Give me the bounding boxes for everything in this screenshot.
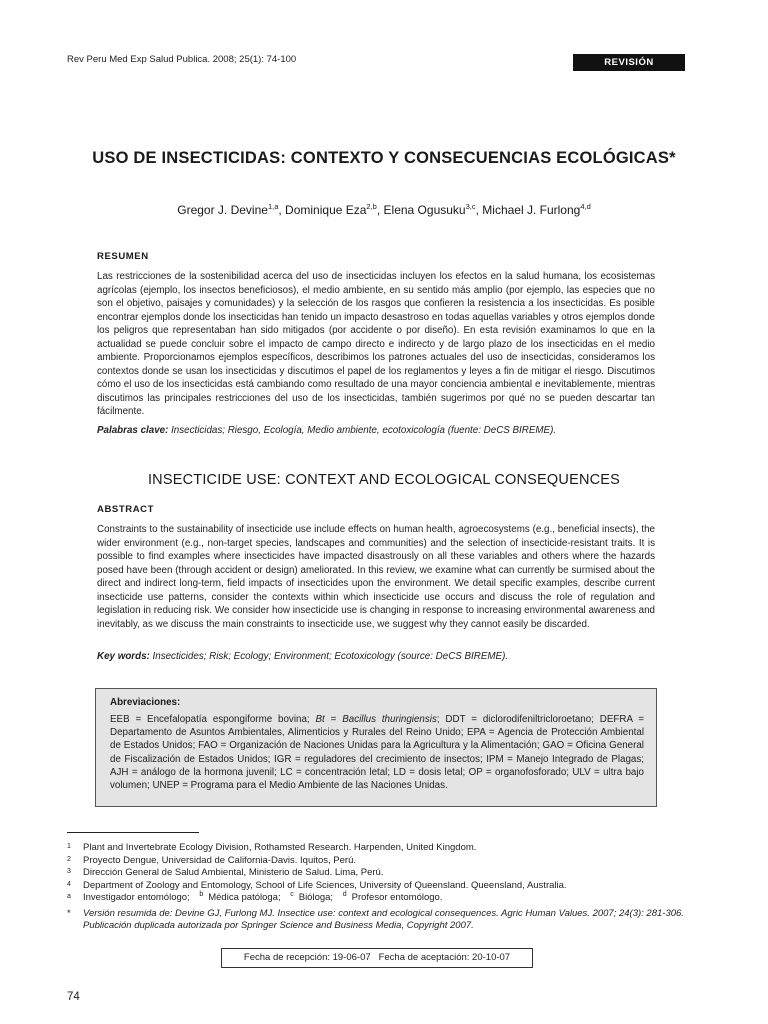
footnote-mark: 1 xyxy=(67,843,71,850)
footnote-text: Proyecto Dengue, Universidad de California-Davis. Iquitos, Perú. xyxy=(83,854,356,866)
footnote-mark: 3 xyxy=(67,868,71,875)
footnote-mark: a xyxy=(67,893,71,900)
role-mark: c xyxy=(290,891,294,898)
footnote xyxy=(67,855,697,868)
resumen-text: Las restricciones de la sostenibilidad acerca del uso de insecticidas incluyen los efectos en la salud humana, los ecosistemas agrícolas (ejemplo, los insectos beneficiosos), el medio ambiente, en su sentido más amplio (por ejemplo, las especies que no son el objetivo, paisajes y comunidades) y la selección de los rasgos que confieren la resistencia a los insecticidas. Es posible encontrar ejemplos donde los insecticidas han tenido un impacto desastroso en todas aquellas variables y otros ejemplos donde los peligros que representaban han sido mitigados (por accidente o por diseño). En esta revisión examinamos lo que en la actualidad se puede concluir sobre el impacto de campo directo e indirecto y de largo plazo de los insecticidas en el medio ambiente. Proporcionamos ejemplos específicos, describimos los patrones actuales del uso de insecticidas, consideramos los contextos donde se usan los insecticidas y discutimos el papel de los reglamentos y leyes a fin de mitigar el riesgo. Discutimos cómo el uso de los insecticidas está cambiando como resultado de una mayor conciencia ambiental e inevitablemente, mientras discutimos las principales restricciones del uso de los insecticidas, también sugerimos por qué no se pueden descartar tan fácilmente. xyxy=(97,271,655,417)
page-number: 74 xyxy=(67,991,80,1003)
abstract-text: Constraints to the sustainability of insecticide use include effects on human health, agroecosystems (e.g., beneficial insects), the wider environment (e.g., non-target species, landscapes and communities) and the selection of insecticide-resistant traits. It is possible to find examples where insecticides have impacted disastrously on all these variables and others where the hazards posed have been (through accident or design) ameliorated. In this review, we examine what can currently be surmised about the direct and indirect long-term, field impacts of insecticides upon the environment. We detail specific examples, describe current insecticide use patterns, consider the contexts within which insecticide use occurs and discuss the role of regulation and legislation in reducing risk. We consider how insecticide use is changing in response to increasing environmental awareness and inevitably, as we discuss the main constraints to insecticide use, we suggest why they cannot easily be discarded. xyxy=(97,524,655,630)
keywords-label: Palabras clave: xyxy=(97,425,169,436)
abbr-bt: Bt xyxy=(315,714,325,725)
author-name: Gregor J. Devine xyxy=(177,203,268,217)
author-affiliation-mark: 1,a xyxy=(267,202,279,211)
role-mark: d xyxy=(342,891,347,898)
abbreviations-box xyxy=(95,688,657,807)
role-text: Bióloga; xyxy=(298,892,334,903)
english-title: INSECTICIDE USE: CONTEXT AND ECOLOGICAL CONSEQUENCES xyxy=(147,472,621,488)
abbr-part: ; DDT = diclorodifeniltricloroetano; DEFRA = Departamento de Asuntos Ambientales, Alimenticios y Rurales del Reino Unido; EPA = Agencia de Protección Ambiental de Estados Unidos; FAO = Organización de Naciones Unidas para la Agricultura y la Alimentación; GAO = Oficina General de Fiscalización de Estados Unidos; IGR = reguladores del crecimiento de insectos; IPM = Manejo Integrado de Plagas; AJH = análogo de la hormona juvenil; LC = concentración letal; LD = dosis letal; OP = organofosforado; ULV = ultra bajo volumen; UNEP = Programa para el Medio Ambiente de las Naciones Unidas. xyxy=(110,714,645,792)
resumen-heading: RESUMEN xyxy=(97,251,149,262)
role-text: Profesor entomólogo. xyxy=(351,892,443,903)
footnote xyxy=(67,867,697,880)
footnote-text: Versión resumida de: Devine GJ, Furlong MJ. Insectice use: context and ecological consequences. Agric Human Values. 2007; 24(3): 281-306. Publicación duplicada autorizada por Springer Science and Business Media, Copyright 2007. xyxy=(83,907,684,931)
author-affiliation-mark: 4,d xyxy=(580,202,591,211)
dates-box: Fecha de recepción: 19-06-07 Fecha de aceptación: 20-10-07 xyxy=(221,948,533,968)
footnote-mark: * xyxy=(67,907,71,919)
author-name: Dominique Eza xyxy=(285,203,367,217)
abbr-part: EEB = Encefalopatía espongiforme bovina; xyxy=(110,714,316,725)
footnotes xyxy=(67,842,697,933)
author-separator: , xyxy=(278,203,286,217)
footnote-roles-text xyxy=(83,892,449,905)
key-words xyxy=(97,651,655,662)
author-name: Elena Ogusuku xyxy=(383,203,466,217)
footnote-text: Department of Zoology and Entomology, School of Life Sciences, University of Queensland. Queensland, Australia. xyxy=(83,879,567,891)
role-text: Médica patóloga; xyxy=(208,892,281,903)
abbr-eq: = xyxy=(324,714,343,725)
footnote xyxy=(67,842,697,855)
keywords-value: Insecticides; Risk; Ecology; Environment; Ecotoxicology (source: DeCS BIREME). xyxy=(149,651,509,662)
author-affiliation-mark: 3,c xyxy=(465,202,476,211)
role-text: Investigador entomólogo; xyxy=(83,892,190,903)
author-affiliation-mark: 2,b xyxy=(366,202,377,211)
footnote-roles xyxy=(67,892,697,905)
author-name: Michael J. Furlong xyxy=(482,203,581,217)
journal-reference: Rev Peru Med Exp Salud Publica. 2008; 25(1): 74-100 xyxy=(67,54,297,65)
palabras-clave xyxy=(97,425,655,436)
author-list xyxy=(90,203,678,217)
author-separator: , xyxy=(376,203,384,217)
abstract-heading: ABSTRACT xyxy=(97,504,155,515)
footnote-text: Plant and Invertebrate Ecology Division, Rothamsted Research. Harpenden, United Kingdom. xyxy=(83,842,477,853)
keywords-value: Insecticidas; Riesgo, Ecología, Medio ambiente, ecotoxicología (fuente: DeCS BIREME). xyxy=(168,425,557,436)
footnote xyxy=(67,880,697,893)
abbr-bt-name: Bacillus thuringiensis xyxy=(342,714,437,725)
abbreviations-title: Abreviaciones: xyxy=(110,697,181,708)
footnote-mark: 4 xyxy=(67,880,71,888)
role-mark: b xyxy=(199,891,204,898)
author-separator: , xyxy=(475,203,483,217)
section-tag: REVISIÓN xyxy=(573,54,685,71)
footnote-source xyxy=(67,908,697,933)
footnote-divider xyxy=(67,832,199,833)
footnote-text: Dirección General de Salud Ambiental, Ministerio de Salud. Lima, Perú. xyxy=(83,867,384,878)
keywords-label: Key words: xyxy=(97,651,150,662)
footnote-mark: 2 xyxy=(67,855,71,863)
abbreviations-text xyxy=(110,713,644,792)
article-title: USO DE INSECTICIDAS: CONTEXTO Y CONSECUENCIAS ECOLÓGICAS* xyxy=(92,149,676,167)
